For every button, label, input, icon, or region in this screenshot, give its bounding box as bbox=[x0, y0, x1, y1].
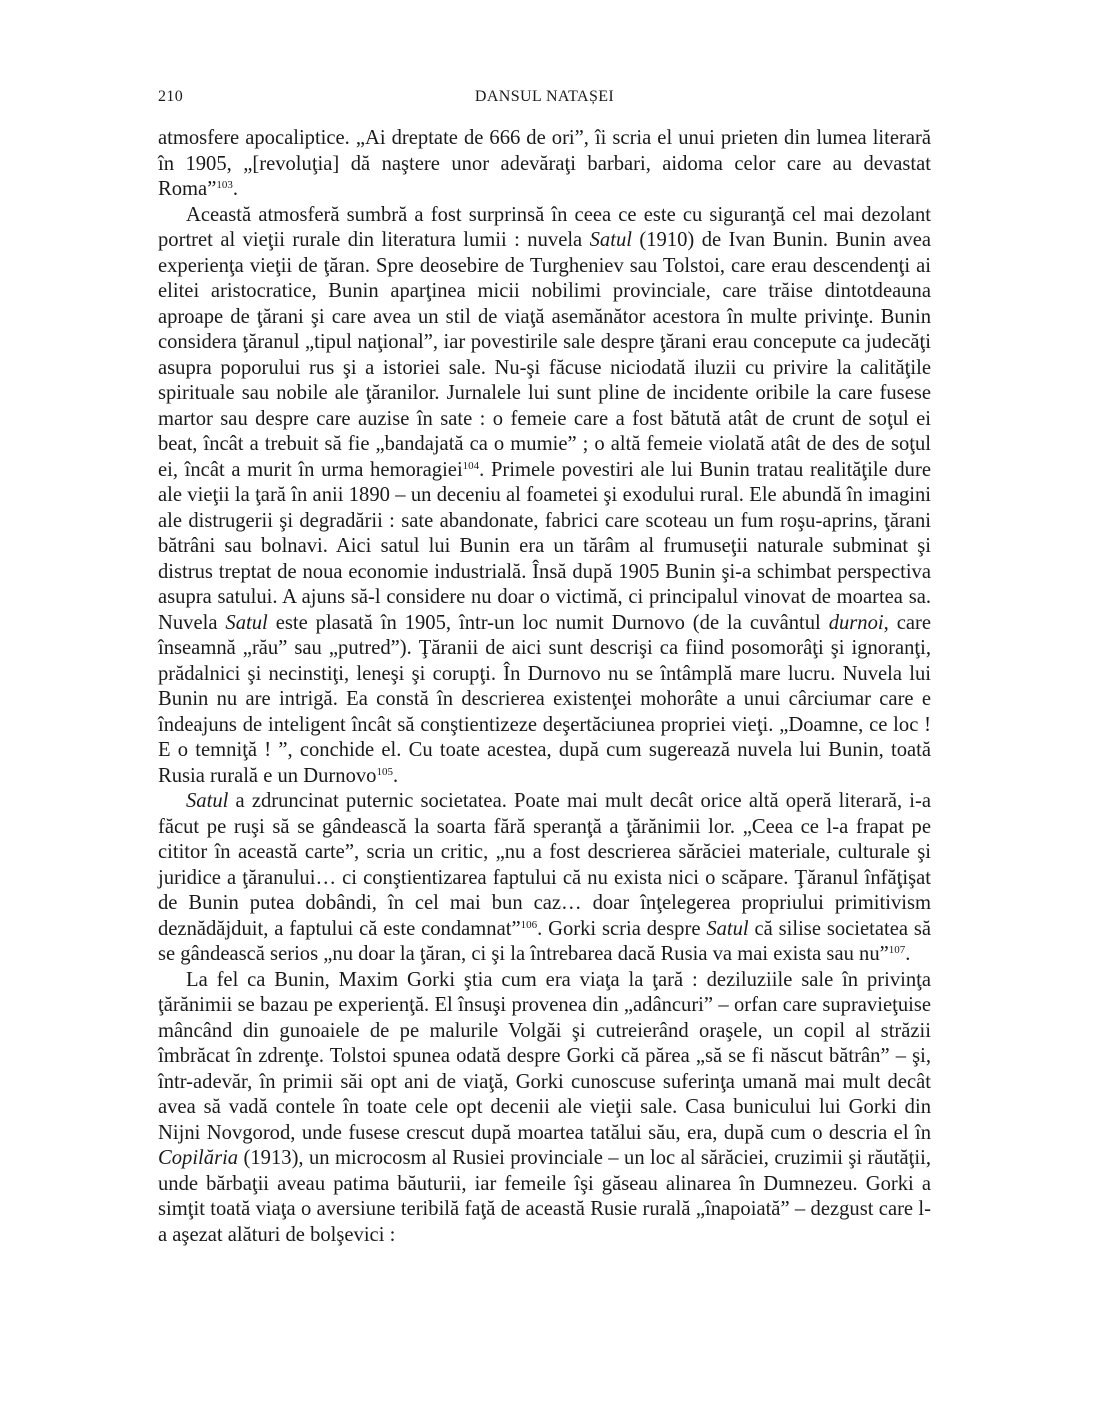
footnote-ref-103: 103 bbox=[216, 179, 233, 191]
italic-title: Copilăria bbox=[158, 1147, 239, 1169]
paragraph-3 bbox=[158, 789, 931, 968]
text-run: . bbox=[392, 764, 399, 787]
paragraph-2 bbox=[158, 203, 931, 790]
italic-title: Satul bbox=[706, 917, 749, 940]
text-run: a zdruncinat puternic societatea. Poate mai mult decât orice altă operă literară, i-a făcut pe ruşi să se gândească la soarta fără speranţă a ţărănimii lor. „Ceea ce l-a frapat pe cititor în această carte”, scria un critic, „nu a fost descrierea sărăciei materiale, culturale şi juridice a ţăranului… ci conştientizarea faptului că nu exista nici o scăpare. Ţăranul înfăţişat de Bunin putea dobândi, în cel mai bun caz… doar înţelegerea propriului primitivism deznădăjduit, a faptului că este condamnat” bbox=[158, 790, 931, 940]
page-header bbox=[158, 88, 931, 110]
body-text bbox=[158, 126, 931, 1248]
footnote-ref-106: 106 bbox=[520, 918, 538, 931]
text-run: că silise societatea să se gândească serios „nu doar la ţăran, ci şi la întrebarea dacă Rusia va mai exista sau nu” bbox=[158, 917, 931, 965]
paragraph-1 bbox=[158, 126, 931, 203]
page-number: 210 bbox=[158, 88, 184, 105]
text-run: este plasată în 1905, într-un loc numit Durnovo (de la cuvântul bbox=[267, 611, 829, 634]
text-run: , care înseamnă „rău” sau „putred”). Ţăranii de aici sunt descrişi ca fiind posomorâţi şi ignoranţi, prădalnici şi necinstiţi, leneşi şi corupţi. În Durnovo nu se întâmplă mare lucru. Nuvela lui Bunin nu are intrigă. Ea constă în descrierea existenţei mohorâte a unui cârciumar care e îndeajuns de inteligent încât să conştientizeze deşertăciunea propriei vieţi. „Doamne, ce loc ! E o temniţă ! ”, conchide el. Cu toate acestea, după cum sugerează nuvela lui Bunin, toată Rusia rurală e un Durnovo bbox=[158, 611, 931, 787]
text-run: . Gorki scria despre bbox=[537, 917, 707, 940]
footnote-ref-104: 104 bbox=[462, 459, 480, 472]
text-run: (1913), un microcosm al Rusiei provinciale – un loc al sărăciei, cruzimii şi răutăţii, unde bărbaţii aveau patima băuturii, iar femeile îşi găseau alinarea în Dumnezeu. Gorki a simţit toată viaţa o aversiune teribilă faţă de această Rusie rurală „înapoiată” – dezgust care l-a aşezat alături de bolşevici : bbox=[158, 1147, 931, 1246]
text-run: . bbox=[232, 178, 238, 200]
text-run: . bbox=[905, 943, 911, 965]
italic-title: Satul bbox=[186, 790, 229, 812]
text-run: atmosfere apocaliptice. „Ai dreptate de 666 de ori”, îi scria el unui prieten din lumea literară în 1905, „[revoluţia] dă naştere unor adevăraţi barbari, aidoma celor care au devastat Roma” bbox=[158, 127, 931, 200]
text-run: La fel ca Bunin, Maxim Gorki ştia cum era viaţa la ţară : deziluziile sale în privinţa ţărănimii se bazau pe experienţă. El însuşi provenea din „adâncuri” – orfan care supravieţuise mâncând din gunoaiele de pe malurile Volgăi şi cutreierând oraşele, un copil al străzii îmbrăcat în zdrenţe. Tolstoi spunea odată despre Gorki că părea „să se fi născut bătrân” – şi, într-adevăr, în primii săi opt ani de viaţă, Gorki cunoscuse suferinţa umană mai mult decât avea să vadă contele în toate cele opt decenii ale vieţii sale. Casa bunicului lui Gorki din Nijni Novgorod, unde fusese crescut după moartea tatălui său, era, după cum o descria el în bbox=[158, 968, 931, 1144]
italic-word: durnoi bbox=[828, 611, 884, 634]
text-run: (1910) de Ivan Bunin. Bunin avea experienţa vieţii de ţăran. Spre deosebire de Turgheniev sau Tolstoi, care erau descendenţi ai elitei aristocratice, Bunin aparţinea micii nobilimi provinciale, care trăise dintotdeauna aproape de ţărani şi care avea un stil de viaţă asemănător acestora în multe privinţe. Bunin considera ţăranul „tipul naţional”, iar povestirile sale despre ţărani erau concepute ca judecăţi asupra poporului rus şi a istoriei sale. Nu-şi făcuse niciodată iluzii cu privire la calităţile spirituale sau nobile ale ţăranilor. Jurnalele lui sunt pline de incidente oribile la care fusese martor sau despre care auzise în sate : o femeie care a fost bătută atât de crunt de soţul ei beat, încât a trebuit să fie „bandajată ca o mumie” ; o altă femeie violată atât de des de soţul ei, încât a murit în urma hemoragiei bbox=[158, 229, 931, 481]
italic-title: Satul bbox=[225, 611, 268, 634]
text-run: . Primele povestiri ale lui Bunin tratau realităţile dure ale vieţii la ţară în anii 1890 – un deceniu al foametei şi exodului rural. Ele abundă în imagini ale distrugerii şi degradării : sate abandonate, fabrici care scoteau un fum roşu-aprins, ţărani bătrâni sau bolnavi. Aici satul lui Bunin era un tărâm al frumuseţii naturale subminat şi distrus treptat de noua economie industrială. Însă după 1905 Bunin şi-a schimbat perspectiva asupra satului. A ajuns să-l considere nu doar o victimă, ci principalul vinovat de moartea sa. Nuvela bbox=[158, 458, 931, 634]
footnote-ref-107: 107 bbox=[888, 944, 906, 956]
paragraph-4 bbox=[158, 968, 931, 1249]
footnote-ref-105: 105 bbox=[376, 765, 393, 778]
running-title: DANSUL NATAȘEI bbox=[474, 88, 615, 105]
italic-title: Satul bbox=[589, 229, 632, 251]
text-run: Această atmosferă sumbră a fost surprinsă în ceea ce este cu siguranţă cel mai dezolant portret al vieţii rurale din literatura lumii : nuvela bbox=[158, 203, 931, 251]
